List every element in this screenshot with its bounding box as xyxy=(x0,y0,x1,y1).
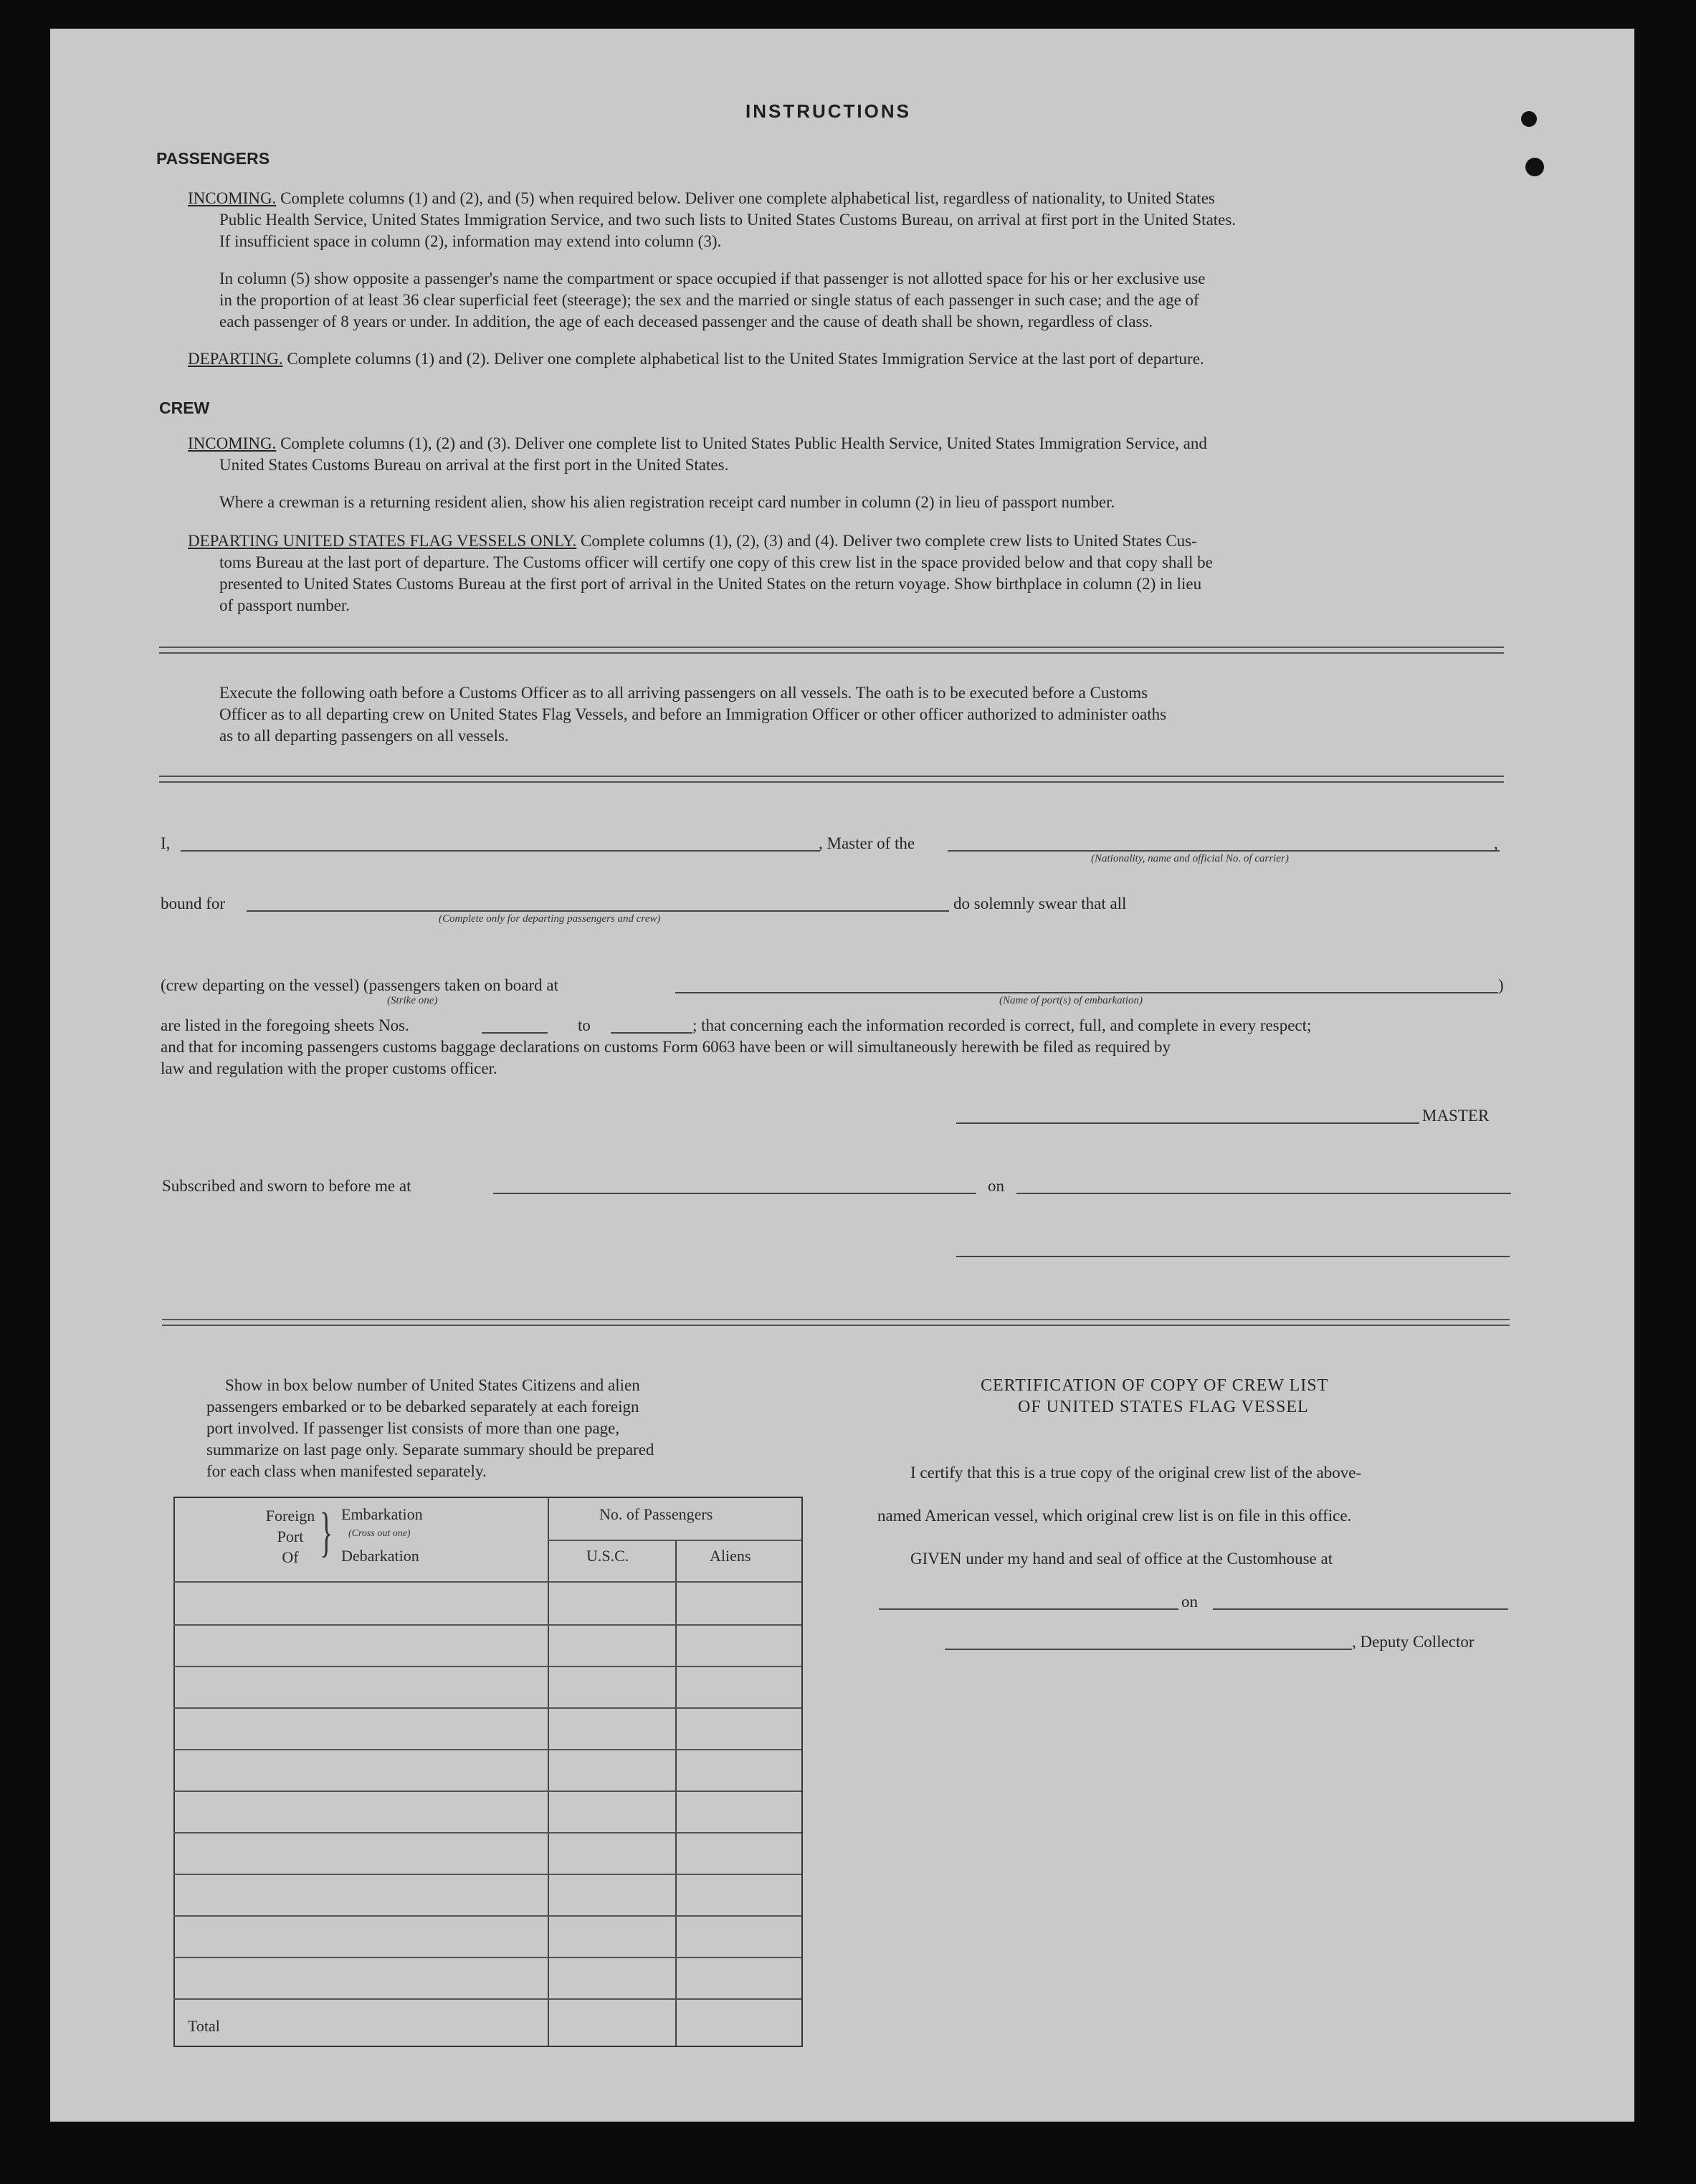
cross-out-caption: (Cross out one) xyxy=(348,1528,411,1539)
table-divider xyxy=(548,1497,549,2046)
passengers-incoming-line: If insufficient space in column (2), information may extend into column (3). xyxy=(219,232,722,250)
passengers-incoming-line: Public Health Service, United States Immigration Service, and two such lists to United States Customs Bureau, on arrival at first port in the United States. xyxy=(219,211,1237,229)
crewman-instruction: Where a crewman is a returning resident alien, show his alien registration receipt card number in column (2) in lieu of passport number. xyxy=(219,493,1115,511)
sheets-to-field[interactable] xyxy=(611,1032,692,1034)
table-row-line xyxy=(173,1790,801,1792)
table-header-bottom xyxy=(173,1581,801,1583)
passenger-summary-table xyxy=(173,1497,803,2047)
header-word: Port xyxy=(277,1527,304,1545)
column5-instruction: each passenger of 8 years or under. In addition, the age of each deceased passenger and the cause of death shall be shown, regardless of class. xyxy=(219,313,1153,330)
passengers-incoming xyxy=(188,188,1215,209)
incoming-text: Complete columns (1), (2) and (3). Deliver one complete list to United States Public Health Service, United States Immigration Service, and xyxy=(280,434,1207,452)
departing-text: Complete columns (1), (2), (3) and (4). Deliver two complete crew lists to United States Cus- xyxy=(581,532,1197,550)
crew-departing xyxy=(188,530,1197,552)
table-row-line xyxy=(173,1666,801,1667)
crew-departing-line: presented to United States Customs Bureau at the first port of arrival in the United States on the return voyage. Show birthplace in column (2) in lieu xyxy=(219,575,1202,593)
column5-instruction: In column (5) show opposite a passenger's name the compartment or space occupied if that passenger is not allotted space for his or her exclusive use xyxy=(219,270,1206,287)
ink-spot xyxy=(1525,158,1544,176)
no-passengers-header: No. of Passengers xyxy=(599,1505,713,1523)
swear-text: do solemnly swear that all xyxy=(953,895,1127,912)
strike-one-caption: (Strike one) xyxy=(387,995,438,1006)
divider xyxy=(159,776,1504,777)
master-name-field[interactable] xyxy=(181,850,820,852)
certification-on-label: on xyxy=(1181,1593,1198,1611)
table-divider xyxy=(675,1540,677,2046)
close-paren: ) xyxy=(1498,976,1504,994)
ink-spot xyxy=(1521,111,1537,127)
carrier-field[interactable] xyxy=(948,850,1500,852)
brace: } xyxy=(320,1502,333,1563)
table-row-line xyxy=(173,1707,801,1709)
passengers-departing xyxy=(188,348,1204,370)
listed-line: law and regulation with the proper customs officer. xyxy=(161,1059,497,1077)
oath-instruction: Execute the following oath before a Customs Officer as to all arriving passengers on all vessels. The oath is to be executed before a Customs xyxy=(219,684,1148,702)
listed-text-b: ; that concerning each the information recorded is correct, full, and complete in every respect; xyxy=(692,1016,1312,1034)
table-divider xyxy=(548,1540,801,1541)
certification-title: OF UNITED STATES FLAG VESSEL xyxy=(1018,1398,1309,1416)
summary-instruction: Show in box below number of United States Citizens and alien xyxy=(225,1376,640,1394)
certification-text: I certify that this is a true copy of the original crew list of the above- xyxy=(910,1464,1362,1482)
departing-label: DEPARTING UNITED STATES FLAG VESSELS ONLY. xyxy=(188,532,577,550)
master-of-label: , Master of the xyxy=(819,834,915,852)
total-label: Total xyxy=(188,2017,220,2035)
carrier-caption: (Nationality, name and official No. of carrier) xyxy=(1091,853,1289,864)
crew-incoming xyxy=(188,433,1207,454)
comma: , xyxy=(1494,834,1498,852)
crew-incoming-line: United States Customs Bureau on arrival at the first port in the United States. xyxy=(219,456,729,474)
table-row-line xyxy=(173,1832,801,1833)
table-row-line xyxy=(173,1749,801,1750)
oath-instruction: as to all departing passengers on all vessels. xyxy=(219,727,509,745)
bound-for-field[interactable] xyxy=(247,910,949,912)
divider xyxy=(159,647,1504,648)
summary-instruction: for each class when manifested separately. xyxy=(206,1462,487,1480)
crew-passengers-text: (crew departing on the vessel) (passengers taken on board at xyxy=(161,976,558,994)
deputy-collector-label: , Deputy Collector xyxy=(1352,1633,1475,1651)
incoming-text: Complete columns (1) and (2), and (5) when required below. Deliver one complete alphabetical list, regardless of nationality, to United States xyxy=(280,189,1215,207)
incoming-label: INCOMING. xyxy=(188,189,277,207)
table-row-line xyxy=(173,1915,801,1917)
certification-text: GIVEN under my hand and seal of office at the Customhouse at xyxy=(910,1550,1333,1568)
subscribed-date-field[interactable] xyxy=(1016,1193,1511,1194)
departing-text: Complete columns (1) and (2). Deliver one complete alphabetical list to the United States Immigration Service at the last port of departure. xyxy=(287,350,1204,368)
table-row-line xyxy=(173,1998,801,2000)
listed-line: and that for incoming passengers customs baggage declarations on customs Form 6063 have been or will simultaneously herewith be filed as required by xyxy=(161,1038,1171,1056)
incoming-label: INCOMING. xyxy=(188,434,277,452)
column5-instruction: in the proportion of at least 36 clear superficial feet (steerage); the sex and the married or single status of each passenger in such case; and the age of xyxy=(219,291,1199,309)
deputy-collector-signature-field[interactable] xyxy=(945,1649,1352,1650)
certification-title: CERTIFICATION OF COPY OF CREW LIST xyxy=(981,1376,1329,1395)
foreign-port-header xyxy=(251,1505,330,1568)
divider xyxy=(162,1319,1510,1320)
bound-for-label: bound for xyxy=(161,895,226,912)
subscribed-place-field[interactable] xyxy=(493,1193,976,1194)
bound-for-caption: (Complete only for departing passengers and crew) xyxy=(439,913,661,925)
table-row-line xyxy=(173,1874,801,1875)
officer-signature-field[interactable] xyxy=(956,1256,1510,1257)
master-label: MASTER xyxy=(1422,1107,1490,1125)
header-word: Foreign xyxy=(265,1507,315,1525)
crew-heading: CREW xyxy=(159,399,210,417)
page-title: INSTRUCTIONS xyxy=(745,100,911,122)
certification-date-field[interactable] xyxy=(1213,1608,1508,1610)
subscribed-on-label: on xyxy=(988,1177,1004,1195)
certification-text: named American vessel, which original crew list is on file in this office. xyxy=(877,1507,1352,1525)
listed-text-a: are listed in the foregoing sheets Nos. xyxy=(161,1016,409,1034)
departing-label: DEPARTING. xyxy=(188,350,283,368)
ports-caption: (Name of port(s) of embarkation) xyxy=(999,995,1143,1006)
crew-departing-line: of passport number. xyxy=(219,596,351,614)
embarkation-header: Embarkation xyxy=(341,1505,423,1523)
sheets-from-field[interactable] xyxy=(482,1032,548,1034)
table-row-line xyxy=(173,1957,801,1958)
summary-instruction: port involved. If passenger list consists of more than one page, xyxy=(206,1419,620,1437)
aliens-header: Aliens xyxy=(710,1547,751,1565)
master-signature-field[interactable] xyxy=(956,1122,1419,1124)
summary-instruction: summarize on last page only. Separate summary should be prepared xyxy=(206,1441,654,1459)
usc-header: U.S.C. xyxy=(586,1547,629,1565)
passengers-heading: PASSENGERS xyxy=(156,149,270,168)
customhouse-field[interactable] xyxy=(879,1608,1178,1610)
listed-to: to xyxy=(578,1016,591,1034)
divider xyxy=(159,781,1504,783)
divider xyxy=(162,1325,1510,1326)
oath-instruction: Officer as to all departing crew on United States Flag Vessels, and before an Immigration Officer or other officer authorized to administer oaths xyxy=(219,705,1167,723)
debarkation-header: Debarkation xyxy=(341,1547,419,1565)
embarkation-ports-field[interactable] xyxy=(675,992,1498,993)
table-row-line xyxy=(173,1624,801,1626)
divider xyxy=(159,652,1504,654)
summary-instruction: passengers embarked or to be debarked separately at each foreign xyxy=(206,1398,639,1416)
oath-i: I, xyxy=(161,834,171,852)
crew-departing-line: toms Bureau at the last port of departure. The Customs officer will certify one copy of this crew list in the space provided below and that copy shall be xyxy=(219,553,1213,571)
header-word: Of xyxy=(282,1548,299,1566)
subscribed-label: Subscribed and sworn to before me at xyxy=(162,1177,411,1195)
